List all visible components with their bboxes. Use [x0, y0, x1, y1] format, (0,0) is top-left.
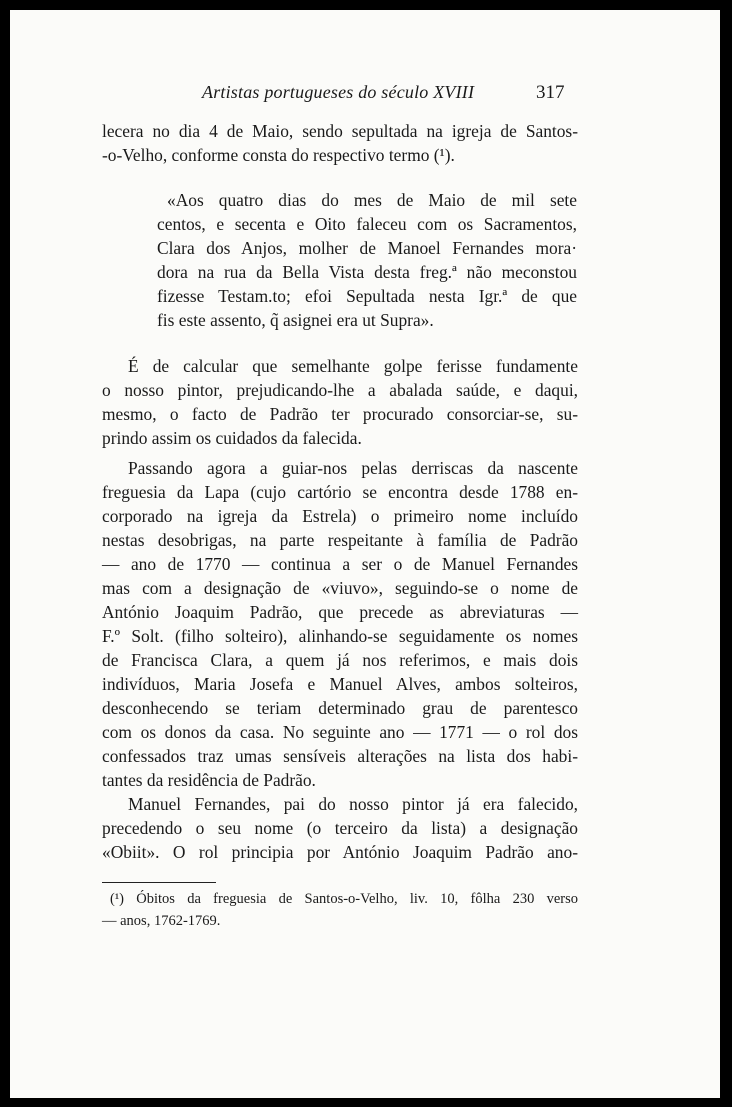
text-line: fis este assento, q̃ asignei era ut Supra». — [157, 310, 434, 330]
text-line: dora na rua da Bella Vista desta freg.ª não meconstou — [157, 262, 577, 282]
text-line: indivíduos, Maria Josefa e Manuel Alves, ambos solteiros, — [102, 674, 578, 694]
text-line: com os donos da casa. No seguinte ano — 1771 — o rol dos — [102, 722, 578, 742]
text-line: confessados traz umas sensíveis alterações na lista dos habi- — [102, 746, 578, 766]
text-line: «Aos quatro dias do mes de Maio de mil sete — [167, 190, 577, 210]
text-line: lecera no dia 4 de Maio, sendo sepultada na igreja de Santos- — [102, 121, 578, 141]
running-title: Artistas portugueses do século XVIII — [202, 82, 475, 102]
text-line: mesmo, o facto de Padrão ter procurado consorciar-se, su- — [102, 404, 578, 424]
text-line: de Francisca Clara, a quem já nos referimos, e mais dois — [102, 650, 578, 670]
text-line: prindo assim os cuidados da falecida. — [102, 428, 362, 448]
text-line: desconhecendo se teriam determinado grau de parentesco — [102, 698, 578, 718]
text-line: freguesia da Lapa (cujo cartório se encontra desde 1788 en- — [102, 482, 578, 502]
text-line: tantes da residência de Padrão. — [102, 770, 316, 790]
text-line: centos, e secenta e Oito faleceu com os Sacramentos, — [157, 214, 577, 234]
text-line: António Joaquim Padrão, que precede as abreviaturas — — [102, 602, 578, 622]
text-line: «Obiit». O rol principia por António Joaquim Padrão ano- — [102, 842, 578, 862]
footnote-line: (¹) Óbitos da freguesia de Santos-o-Velho, liv. 10, fôlha 230 verso — [110, 891, 578, 907]
text-line: É de calcular que semelhante golpe ferisse fundamente — [128, 356, 578, 376]
text-line: fizesse Testam.to; efoi Sepultada nesta Igr.ª de que — [157, 286, 577, 306]
text-line: precedendo o seu nome (o terceiro da lista) a designação — [102, 818, 578, 838]
page-number: 317 — [536, 82, 565, 103]
text-line: Clara dos Anjos, molher de Manoel Fernandes mora· — [157, 238, 577, 258]
page-header — [10, 82, 720, 106]
text-line: F.º Solt. (filho solteiro), alinhando-se seguidamente os nomes — [102, 626, 578, 646]
text-line: o nosso pintor, prejudicando-lhe a abalada saúde, e daqui, — [102, 380, 578, 400]
footnote-rule — [102, 882, 216, 883]
text-line: Manuel Fernandes, pai do nosso pintor já era falecido, — [128, 794, 578, 814]
text-line: -o-Velho, conforme consta do respectivo termo (¹). — [102, 145, 455, 165]
book-page — [10, 10, 720, 1098]
footnote-line: — anos, 1762-1769. — [102, 913, 221, 929]
text-line: mas com a designação de «viuvo», seguindo-se o nome de — [102, 578, 578, 598]
text-line: Passando agora a guiar-nos pelas derriscas da nascente — [128, 458, 578, 478]
text-line: nestas desobrigas, na parte respeitante à família de Padrão — [102, 530, 578, 550]
text-line: corporado na igreja da Estrela) o primeiro nome incluído — [102, 506, 578, 526]
text-line: — ano de 1770 — continua a ser o de Manuel Fernandes — [102, 554, 578, 574]
